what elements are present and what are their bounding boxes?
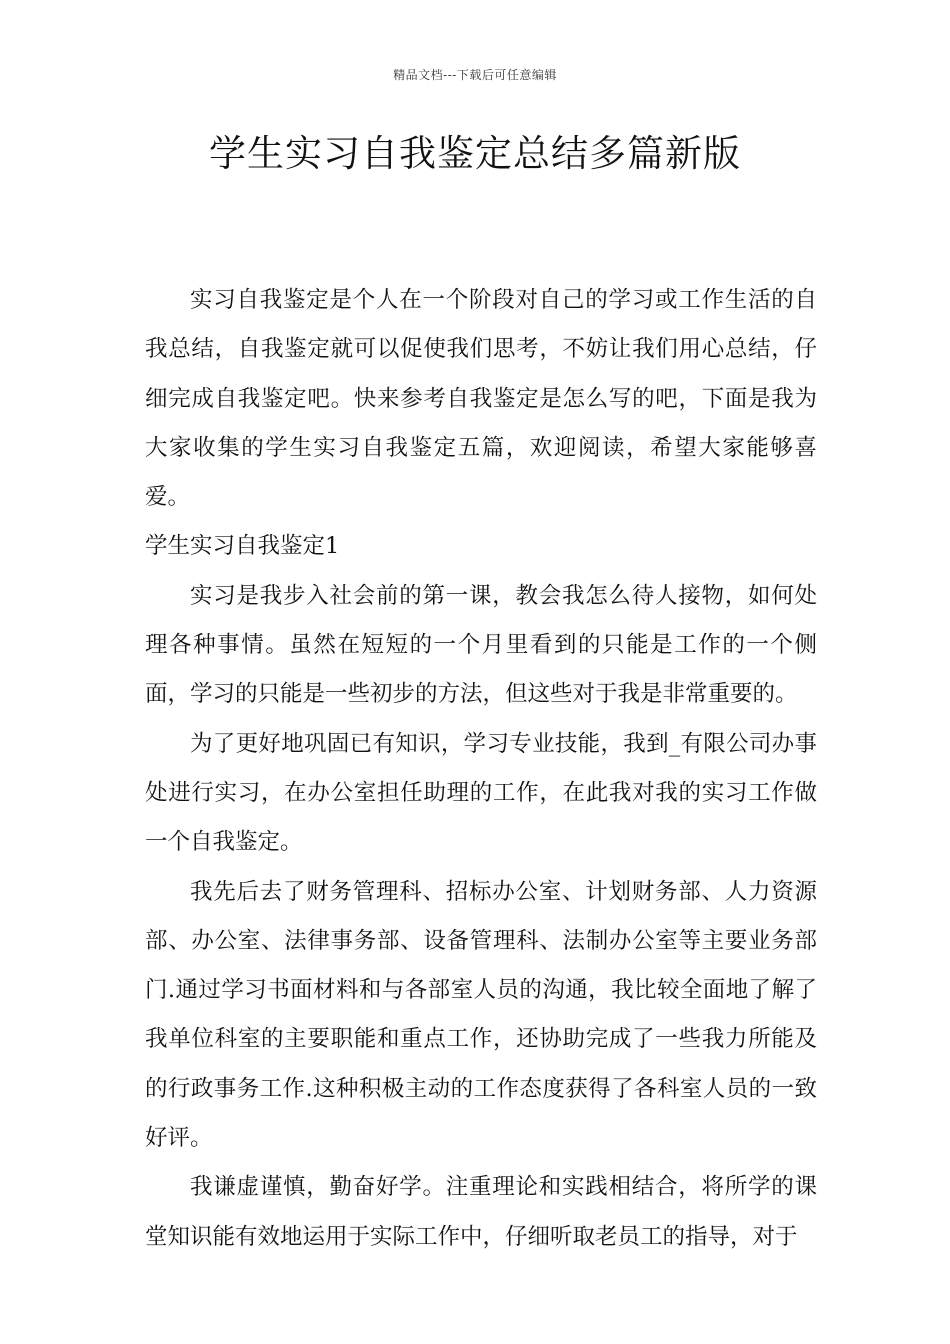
paragraph: 为了更好地巩固已有知识，学习专业技能，我到_有限公司办事处进行实习，在办公室担任助理的工作，在此我对我的实习工作做一个自我鉴定。 [145,730,817,856]
document-body [145,276,817,1262]
document-title: 学生实习自我鉴定总结多篇新版 [209,132,741,175]
paragraph: 实习是我步入社会前的第一课，教会我怎么待人接物，如何处理各种事情。虽然在短短的一个月里看到的只能是工作的一个侧面，学习的只能是一些初步的方法，但这些对于我是非常重要的。 [145,582,817,708]
paragraph-intro: 实习自我鉴定是个人在一个阶段对自己的学习或工作生活的自我总结，自我鉴定就可以促使我们思考，不妨让我们用心总结，仔细完成自我鉴定吧。快来参考自我鉴定是怎么写的吧，下面是我为大家收集的学生实习自我鉴定五篇，欢迎阅读，希望大家能够喜爱。 [145,287,817,511]
header-note: 精品文档---下载后可任意编辑 [393,68,557,82]
paragraph: 我先后去了财务管理科、招标办公室、计划财务部、人力资源部、办公室、法律事务部、设备管理科、法制办公室等主要业务部门.通过学习书面材料和与各部室人员的沟通，我比较全面地了解了我单位科室的主要职能和重点工作，还协助完成了一些我力所能及的行政事务工作.这种积极主动的工作态度获得了各科室人员的一致好评。 [145,878,817,1152]
paragraph: 我谦虚谨慎，勤奋好学。注重理论和实践相结合，将所学的课堂知识能有效地运用于实际工作中，仔细听取老员工的指导，对于 [145,1174,817,1250]
section-heading: 学生实习自我鉴定1 [145,533,340,560]
